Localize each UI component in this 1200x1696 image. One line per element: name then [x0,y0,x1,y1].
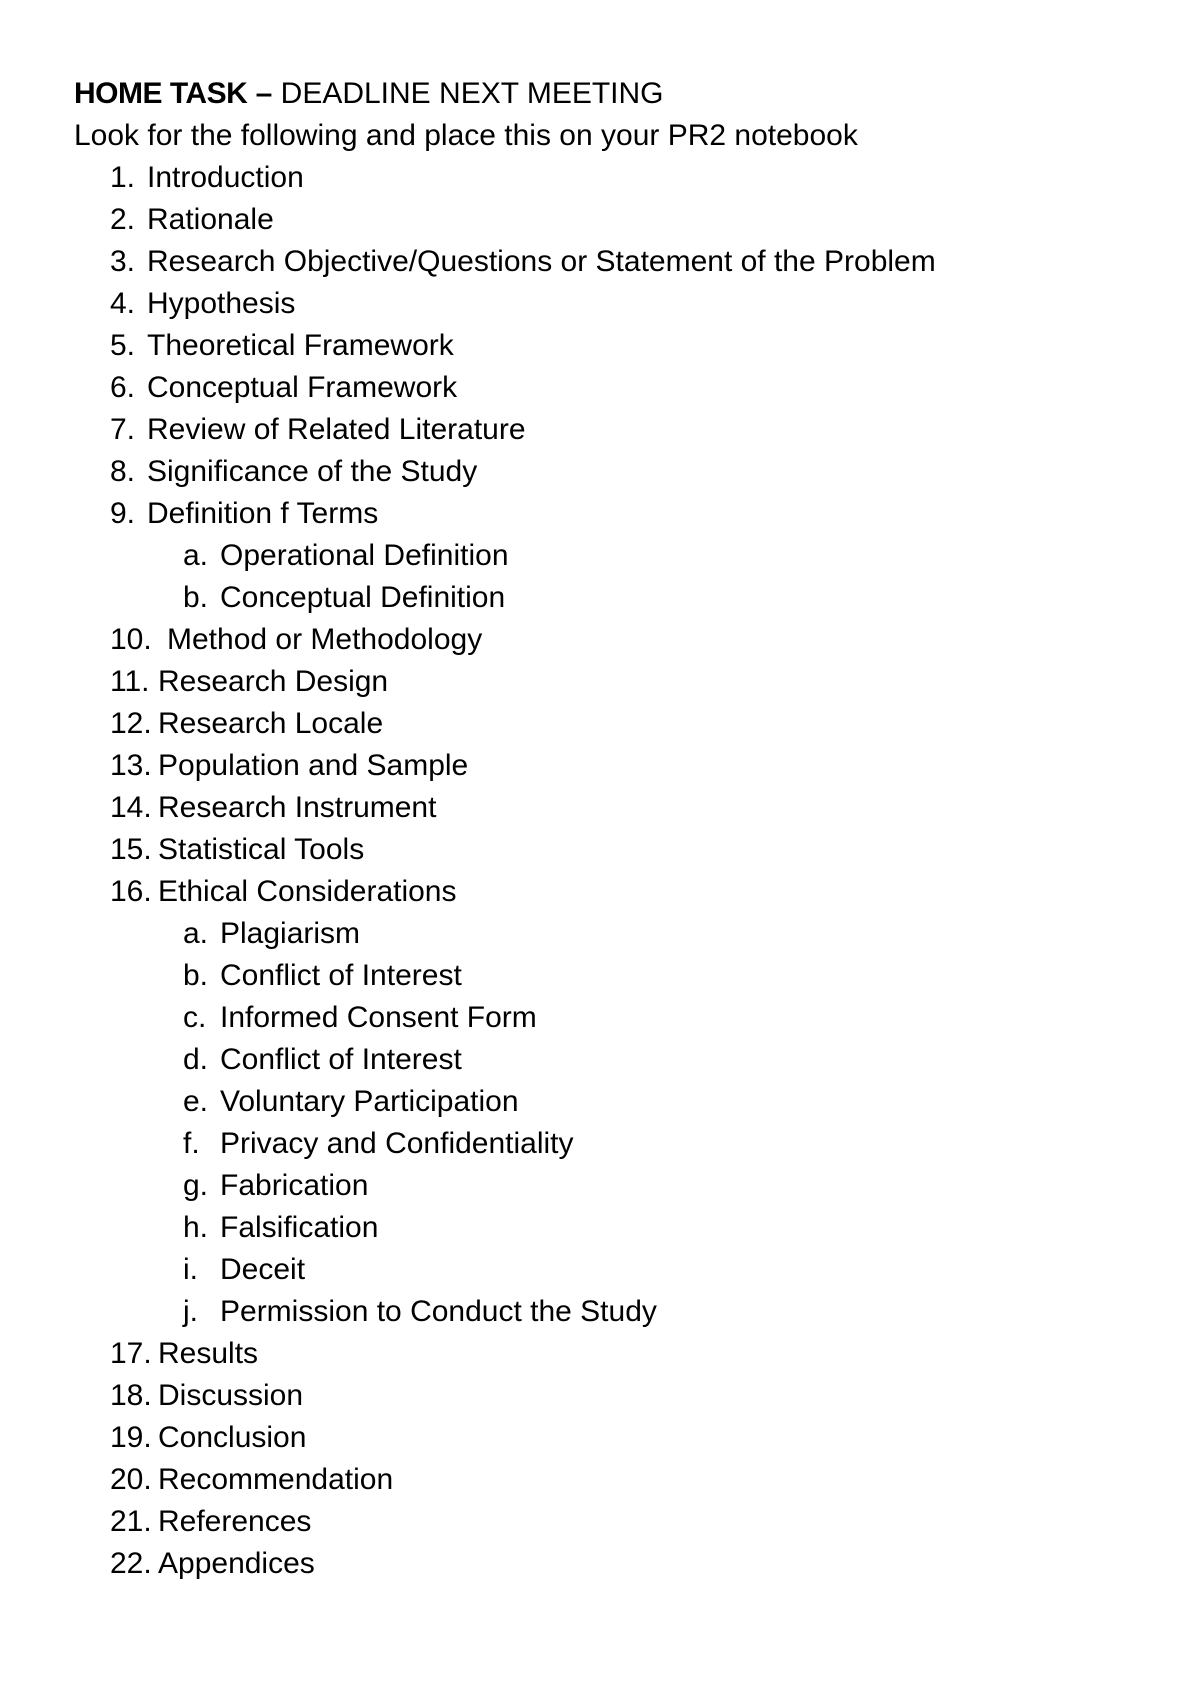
list-item-text: Ethical Considerations [158,875,457,908]
list-item-text: Results [158,1337,259,1370]
heading-bold-text: HOME TASK [74,77,248,110]
list-item-number: 7. [110,413,136,446]
page-title [74,74,664,114]
list-item-text: Introduction [147,161,304,194]
list-item-text: Conclusion [158,1421,307,1454]
list-item-number: 15. [110,833,152,866]
list-item-text: Research Design [158,665,389,698]
list-item-number: 2. [110,203,136,236]
list-item-number: 8. [110,455,136,488]
list-item-text: References [158,1505,312,1538]
heading-dash: – [247,77,273,110]
list-item-text: Research Instrument [158,791,437,824]
list-item-text: Statistical Tools [158,833,365,866]
list-item-text: Discussion [158,1379,304,1412]
list-item-text: Significance of the Study [147,455,478,488]
heading-deadline-text: DEADLINE NEXT MEETING [272,77,664,110]
list-item-number: 16. [110,875,152,908]
sub-list-item-text: Conflict of Interest [220,1043,462,1076]
sub-list-item-letter: e. [183,1085,209,1118]
sub-list-item-letter: b. [183,959,209,992]
list-item-text: Conceptual Framework [147,371,458,404]
list-item-number: 11. [110,665,150,698]
sub-list-item-text: Falsification [220,1211,379,1244]
list-item-text: Theoretical Framework [147,329,454,362]
list-item-number: 19. [110,1421,152,1454]
sub-list-item-text: Informed Consent Form [220,1001,537,1034]
list-item-number: 4. [110,287,136,320]
list-item-number: 17. [110,1337,152,1370]
list-item-text: Review of Related Literature [147,413,526,446]
list-item-number: 1. [110,161,136,194]
list-item-number: 5. [110,329,136,362]
list-item-number: 6. [110,371,136,404]
list-item-number: 13. [110,749,152,782]
sub-list-item-letter: c. [183,1001,207,1034]
list-item-number: 12. [110,707,152,740]
sub-list-item-text: Conceptual Definition [220,581,506,614]
list-item-text: Method or Methodology [167,623,483,656]
list-item-number: 14. [110,791,152,824]
sub-list-item-text: Privacy and Confidentiality [220,1127,574,1160]
list-item-number: 21. [110,1505,152,1538]
sub-list-item-text: Fabrication [220,1169,369,1202]
list-item-number: 18. [110,1379,152,1412]
sub-list-item-text: Plagiarism [220,917,361,950]
list-item-number: 3. [110,245,136,278]
list-item-text: Research Locale [158,707,384,740]
instruction-text: Look for the following and place this on your PR2 notebook [74,119,858,152]
sub-list-item-letter: b. [183,581,209,614]
sub-list-item-text: Voluntary Participation [220,1085,519,1118]
list-item-text: Appendices [158,1547,315,1580]
sub-list-item-letter: g. [183,1169,209,1202]
list-item-number: 20. [110,1463,152,1496]
sub-list-item-text: Conflict of Interest [220,959,462,992]
list-item-text: Population and Sample [158,749,469,782]
list-item-number: 10. [110,623,152,656]
sub-list-item-letter: i. [183,1253,198,1286]
list-item-text: Rationale [147,203,274,236]
list-item-text: Recommendation [158,1463,394,1496]
list-item-text: Research Objective/Questions or Statement of the Problem [147,245,936,278]
list-item-text: Hypothesis [147,287,296,320]
sub-list-item-letter: f. [183,1127,200,1160]
sub-list-item-letter: d. [183,1043,209,1076]
list-item-text: Definition f Terms [147,497,379,530]
sub-list-item-letter: a. [183,539,209,572]
sub-list-item-text: Operational Definition [220,539,509,572]
sub-list-item-letter: h. [183,1211,209,1244]
sub-list-item-text: Permission to Conduct the Study [220,1295,657,1328]
sub-list-item-text: Deceit [220,1253,306,1286]
sub-list-item-letter: a. [183,917,209,950]
list-item-number: 9. [110,497,136,530]
sub-list-item-letter: j. [183,1295,198,1328]
list-item-number: 22. [110,1547,152,1580]
